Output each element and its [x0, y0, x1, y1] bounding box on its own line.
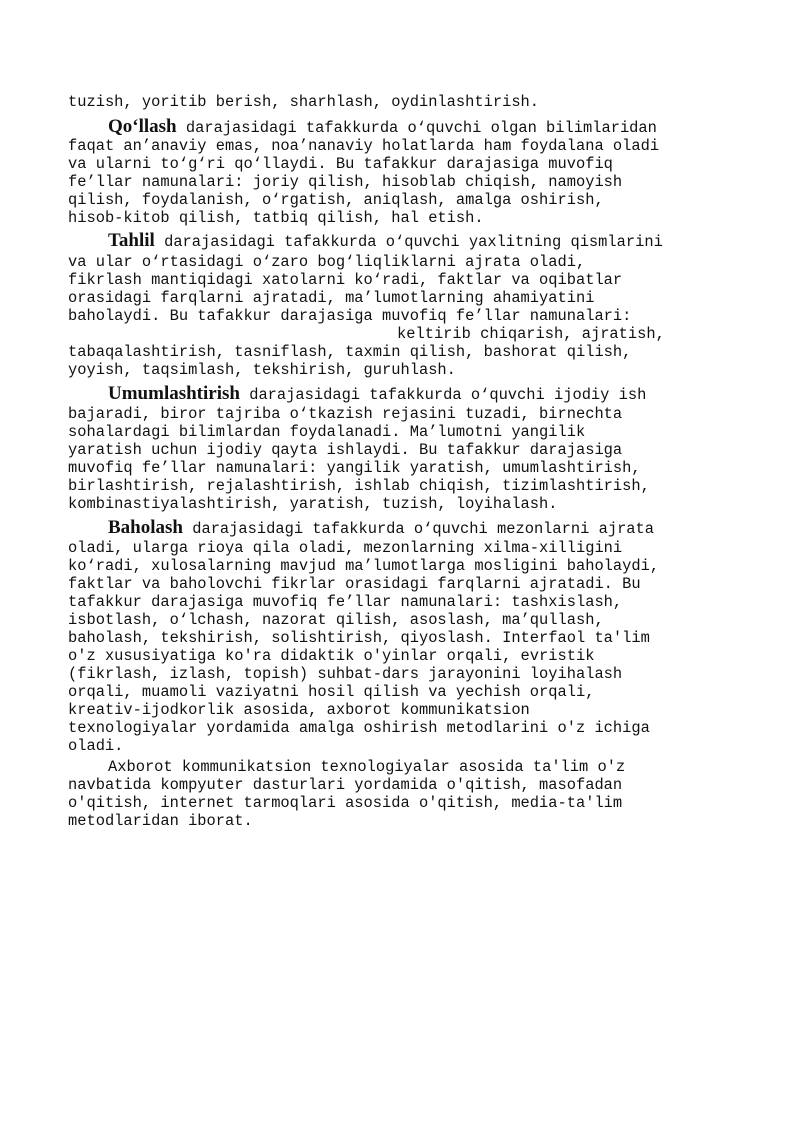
- text-line: yaratish uchun ijodiy qayta ishlaydi. Bu tafakkur darajasiga: [68, 441, 623, 459]
- paragraph-qollash-start: [108, 118, 657, 137]
- term-baholash: Baholash: [108, 517, 183, 538]
- text-line: orqali, muamoli vaziyatni hosil qilish va yechish orqali,: [68, 683, 595, 701]
- text-line: metodlaridan iborat.: [68, 812, 253, 830]
- paragraph-tahlil-start: [108, 232, 663, 251]
- text-line: birlashtirish, rejalashtirish, ishlab chiqish, tizimlashtirish,: [68, 477, 650, 495]
- text-line: darajasidagi tafakkurda o‘quvchi mezonlarni ajrata: [182, 520, 655, 538]
- text-line: texnologiyalar yordamida amalga oshirish metodlarini o'z ichiga: [68, 719, 650, 737]
- text-line: tafakkur darajasiga muvofiq fe’llar namunalari: tashxislash,: [68, 593, 623, 611]
- text-line: tabaqalashtirish, tasniflash, taxmin qilish, bashorat qilish,: [68, 343, 632, 361]
- text-line: navbatida kompyuter dasturlari yordamida o'qitish, masofadan: [68, 776, 623, 794]
- text-line: oladi.: [68, 737, 124, 755]
- text-line: (fikrlash, izlash, topish) suhbat-dars jarayonini loyihalash: [68, 665, 623, 683]
- text-line: tuzish, yoritib berish, sharhlash, oydinlashtirish.: [68, 93, 540, 111]
- text-line: o'qitish, internet tarmoqlari asosida o'qitish, media-ta'lim: [68, 794, 623, 812]
- text-line: fe’llar namunalari: joriy qilish, hisoblab chiqish, namoyish: [68, 173, 623, 191]
- text-line: va ular o‘rtasidagi o‘zaro bog‘liqliklarni ajrata oladi,: [68, 253, 586, 271]
- paragraph-baholash-start: [108, 519, 654, 538]
- text-line: darajasidagi tafakkurda o‘quvchi yaxlitning qismlarini: [154, 233, 663, 251]
- text-line: faktlar va baholovchi fikrlar orasidagi farqlarni ajratadi. Bu: [68, 575, 641, 593]
- text-line: fikrlash mantiqidagi xatolarni ko‘radi, faktlar va oqibatlar: [68, 271, 623, 289]
- text-line: orasidagi farqlarni ajratadi, ma’lumotlarning ahamiyatini: [68, 289, 595, 307]
- text-line: darajasidagi tafakkurda o‘quvchi olgan bilimlaridan: [176, 119, 657, 137]
- term-qollash: Qo‘llash: [108, 116, 177, 137]
- text-line: Axborot kommunikatsion texnologiyalar asosida ta'lim o'z: [108, 758, 626, 776]
- text-line: ko‘radi, xulosalarning mavjud ma’lumotlarga mosligini baholaydi,: [68, 557, 660, 575]
- text-line: bajaradi, biror tajriba o‘tkazish rejasini tuzadi, birnechta: [68, 405, 623, 423]
- text-line: o'z xususiyatiga ko'ra didaktik o'yinlar orqali, evristik: [68, 647, 595, 665]
- text-line: qilish, foydalanish, o‘rgatish, aniqlash, amalga oshirish,: [68, 191, 604, 209]
- text-line: sohalardagi bilimlardan foydalanadi. Ma’lumotni yangilik: [68, 423, 586, 441]
- text-line: isbotlash, o‘lchash, nazorat qilish, asoslash, ma’qullash,: [68, 611, 604, 629]
- text-line: va ularni to‘g‘ri qo‘llaydi. Bu tafakkur darajasiga muvofiq: [68, 155, 613, 173]
- text-line: darajasidagi tafakkurda o‘quvchi ijodiy ish: [239, 386, 647, 404]
- text-line: hisob-kitob qilish, tatbiq qilish, hal etish.: [68, 209, 484, 227]
- text-line: kombinastiyalashtirish, yaratish, tuzish, loyihalash.: [68, 495, 558, 513]
- text-line: oladi, ularga rioya qila oladi, mezonlarning xilma-xilligini: [68, 539, 623, 557]
- text-line: keltirib chiqarish, ajratish,: [397, 325, 665, 343]
- term-umumlashtirish: Umumlashtirish: [108, 383, 240, 404]
- text-line: muvofiq fe’llar namunalari: yangilik yaratish, umumlashtirish,: [68, 459, 641, 477]
- text-line: faqat an’anaviy emas, noa’nanaviy holatlarda ham foydalana oladi: [68, 137, 660, 155]
- text-line: yoyish, taqsimlash, tekshirish, guruhlash.: [68, 361, 456, 379]
- term-tahlil: Tahlil: [108, 230, 155, 251]
- text-line: baholash, tekshirish, solishtirish, qiyoslash. Interfaol ta'lim: [68, 629, 650, 647]
- text-line: baholaydi. Bu tafakkur darajasiga muvofiq fe’llar namunalari:: [68, 307, 632, 325]
- text-line: kreativ-ijodkorlik asosida, axborot kommunikatsion: [68, 701, 530, 719]
- paragraph-umumlashtirish-start: [108, 385, 646, 404]
